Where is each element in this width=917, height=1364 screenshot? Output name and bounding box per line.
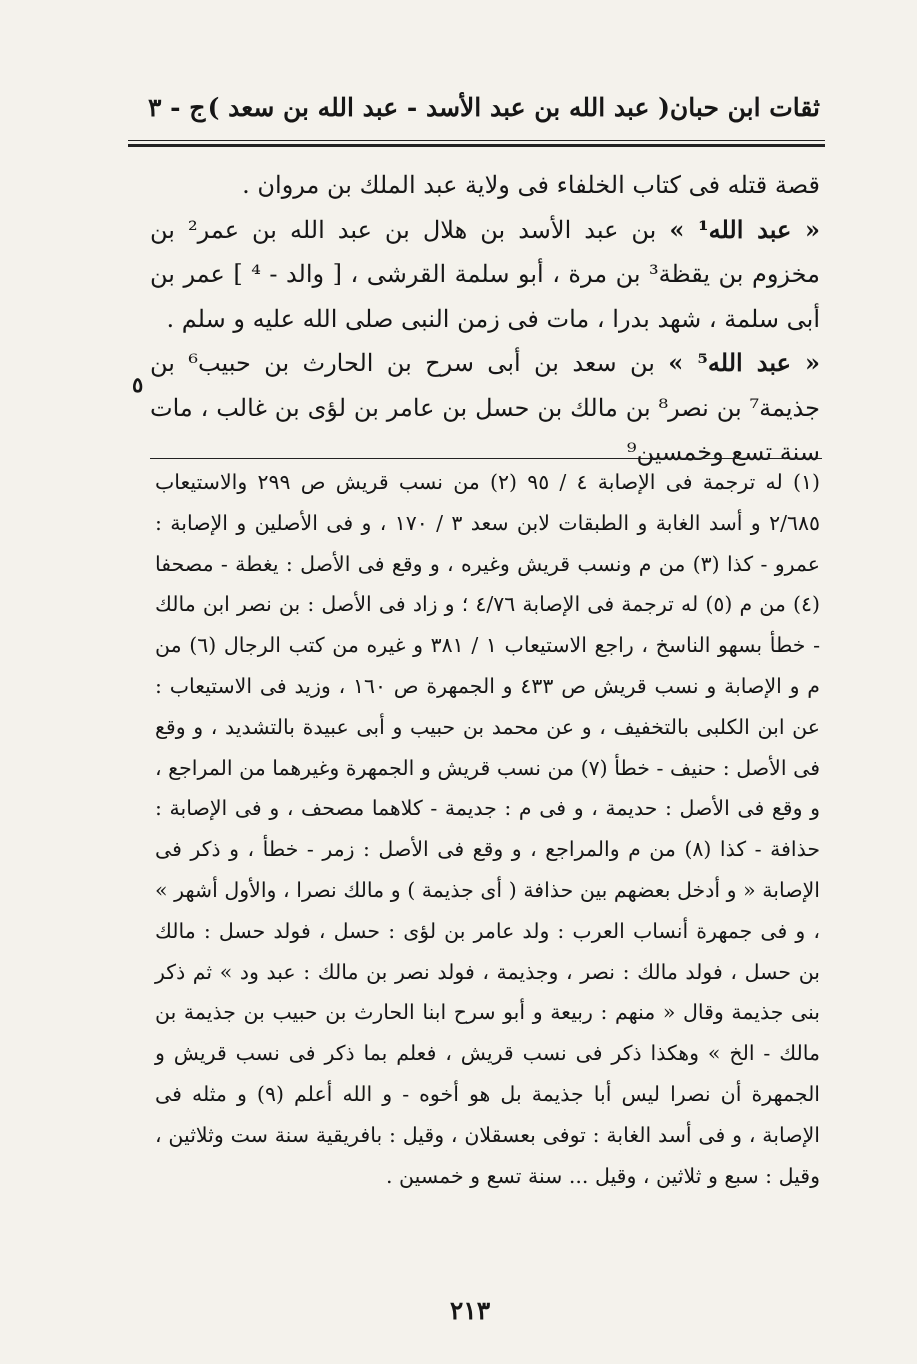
entry-text: بن سعد بن أبى سرح بن الحارث بن حبيب⁶ بن جذيمة⁷ بن نصر⁸ بن مالك بن حسل بن عامر بن لؤى بن غالب ، مات سنة تسع وخمسين⁹ <box>150 349 820 466</box>
line-number-marker: ٥ <box>132 372 144 397</box>
entry-name: « عبد الله¹ » <box>669 214 821 244</box>
main-text <box>150 163 820 475</box>
header-rule-thick <box>128 144 825 147</box>
volume-label: ج - ٣ <box>148 93 206 122</box>
footnote-rule <box>150 458 822 459</box>
book-title: ثقات ابن حبان <box>669 93 820 122</box>
footnotes <box>155 462 820 1196</box>
running-header <box>130 88 820 132</box>
header-rule-thin <box>128 140 825 141</box>
entry-abdullah-bin-saad <box>150 341 820 475</box>
page-number: ٢١٣ <box>449 1296 491 1325</box>
entry-abdullah-bin-abd-al-asad <box>150 208 820 342</box>
footnote-text: (١) له ترجمة فى الإصابة ٤ / ٩٥ (٢) من نسب قريش ص ٢٩٩ والاستيعاب ٢/٦٨٥ و أسد الغابة و الطبقات لابن سعد ٣ / ١٧٠ ، و فى الأصلين و الإصابة : عمرو - كذا (٣) من م ونسب قريش وغيره ، و وقع فى الأصل : يغطة - مصحفا (٤) من م (٥) له ترجمة فى الإصابة ٤/٧٦ ؛ و زاد فى الأصل : بن نصر ابن مالك - خطأ بسهو الناسخ ، راجع الاستيعاب ١ / ٣٨١ و غيره من كتب الرجال (٦) من م و الإصابة و نسب قريش ص ٤٣٣ و الجمهرة ص ١٦٠ ، وزيد فى الاستيعاب : عن ابن الكلبى بالتخفيف ، و عن محمد بن حبيب و أبى عبيدة بالتشديد ، و وقع فى الأصل : حنيف - خطأ (٧) من نسب قريش و الجمهرة وغيرهما من المراجع ، و وقع فى الأصل : حديمة ، و فى م : جديمة - كلاهما مصحف ، و فى الإصابة : حذافة - كذا (٨) من م والمراجع ، و وقع فى الأصل : زمر - خطأ ، و ذكر فى الإصابة « و أدخل بعضهم بين حذافة ( أى جذيمة ) و مالك نصرا ، والأول أشهر » ، و فى جمهرة أنساب العرب : ولد عامر بن لؤى : حسل ، فولد حسل : مالك بن حسل ، فولد مالك : نصر ، وجذيمة ، فولد نصر بن مالك : عبد ود » ثم ذكر بنى جذيمة وقال « منهم : ربيعة و أبو سرح ابنا الحارث بن حبيب بن جذيمة بن مالك - الخ » وهكذا ذكر فى نسب قريش ، فعلم بما ذكر فى نسب قريش و الجمهرة أن نصرا ليس أبا جذيمة بل هو أخوه - و الله أعلم (٩) و مثله فى الإصابة ، و فى أسد الغابة : توفى بعسقلان ، وقيل : بافريقية سنة ست وثلاثين ، وقيل : سبع و ثلاثين ، وقيل ... سنة تسع و خمسين . <box>155 470 821 1188</box>
continuation-paragraph: قصة قتله فى كتاب الخلفاء فى ولاية عبد الملك بن مروان . <box>242 171 820 199</box>
entry-range: ( عبد الله بن عبد الأسد - عبد الله بن سعد ) <box>207 93 670 122</box>
entry-text: بن عبد الأسد بن هلال بن عبد الله بن عمر² بن مخزوم بن يقظة³ بن مرة ، أبو سلمة القرشى ، [ والد - ⁴ ] عمر بن أبى سلمة ، شهد بدرا ، مات فى زمن النبى صلى الله عليه و سلم . <box>150 215 820 333</box>
entry-name: « عبد الله⁵ » <box>668 348 821 377</box>
